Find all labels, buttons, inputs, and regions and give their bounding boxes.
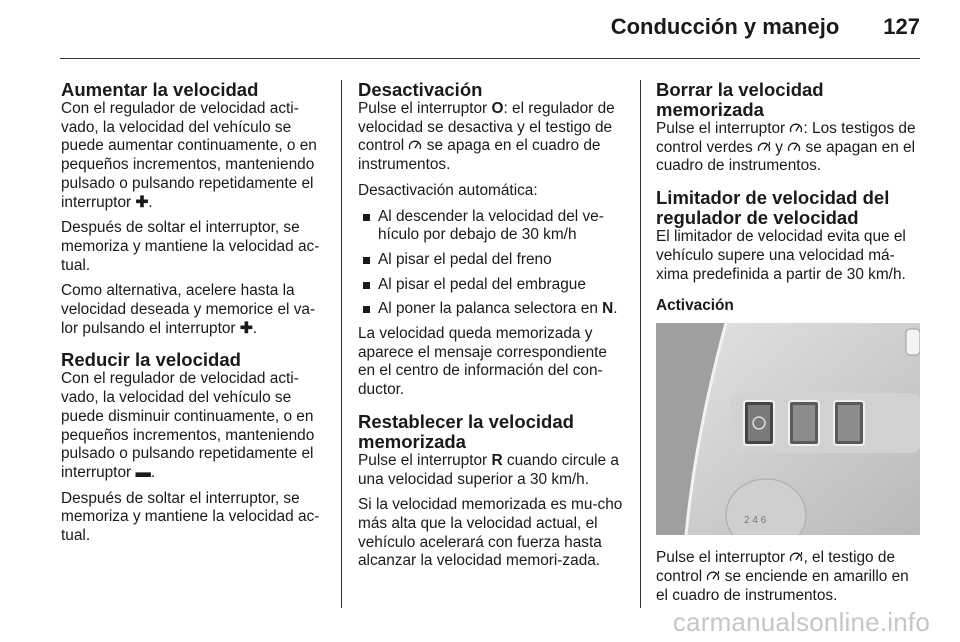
page-number: 127 [883,14,920,39]
plus-symbol-icon: ✚ [239,319,253,337]
watermark: carmanualsonline.info [672,607,930,637]
paragraph-activacion: Pulse el interruptor , el testigo de control se enciende en amarillo en el cuadro de instrumentos. [656,549,909,604]
cruise-control-icon [408,139,422,151]
paragraph-borrar: Pulse el interruptor : Los testigos de control verdes y se apagan en el cuadro de instrumentos. [656,120,916,175]
paragraph-reducir-1: Con el regulador de velocidad acti-vado, la velocidad del vehículo se puede disminuir continuamente, o en pequeños incrementos, manteniendo pulsado o pulsando repetidamente el interruptor ▬. [61,370,315,481]
list-item: Al pisar el pedal del embrague [358,276,626,295]
plus-symbol-icon: ✚ [135,193,149,211]
paragraph-aumentar-1: Con el regulador de velocidad acti-vado, la velocidad del vehículo se puede aumentar continuamente, o en pequeños incrementos, manteniendo pulsado o pulsando repetidamente el interruptor ✚. [61,100,317,211]
switch-panel-photo [656,323,920,535]
circle-symbol-icon: O [491,100,504,117]
cruise-control-icon [787,141,801,153]
heading-aumentar: Aumentar la velocidad [61,79,259,100]
column-2 [358,80,626,578]
paragraph-desactivacion-3: La velocidad queda memorizada y aparece el mensaje correspondiente en el centro de información del con-ductor. [358,325,607,399]
heading-borrar: Borrar la velocidad memorizada [656,79,824,120]
paragraph-aumentar-3: Como alternativa, acelere hasta la velocidad deseada y memorice el va-lor pulsando el interruptor ✚. [61,282,316,337]
column-divider-2 [640,80,641,608]
gear-labels: 2 4 6 [744,515,767,527]
heading-restablecer: Restablecer la velocidad memorizada [358,410,574,452]
cruise-control-icon [789,122,803,134]
cruise-control-active-icon [757,141,771,153]
minus-symbol-icon: ▬ [135,463,151,481]
paragraph-desactivacion-2: Desactivación automática: [358,181,538,199]
heading-activacion: Activación [656,297,734,315]
column-divider-1 [341,80,342,608]
paragraph-limitador: El limitador de velocidad evita que el vehículo supere una velocidad má-xima predefinida a partir de 30 km/h. [656,228,906,283]
column-1 [61,80,331,553]
paragraph-reducir-2: Después de soltar el interruptor, se memoriza y mantiene la velocidad ac-tual. [61,489,320,545]
paragraph-restablecer-2: Si la velocidad memorizada es mu-cho más alta que la velocidad actual, el vehículo acelerará con fuerza hasta alcanzar la velocidad memori-zada. [358,496,623,570]
list-item: Al pisar el pedal del freno [358,251,626,270]
header-rule [60,58,920,59]
paragraph-desactivacion-1: Pulse el interruptor O: el regulador de velocidad se desactiva y el testigo de control se apaga en el cuadro de instrumentos. [358,100,615,174]
heading-limitador: Limitador de velocidad del regulador de velocidad [656,187,890,229]
list-item: Al descender la velocidad del ve-hículo por debajo de 30 km/h [358,208,626,245]
heading-reducir: Reducir la velocidad [61,349,241,371]
cruise-control-active-icon [706,570,720,582]
heading-desactivacion: Desactivación [358,79,483,100]
auto-deactivation-list [358,208,626,320]
page-header [611,14,920,40]
paragraph-aumentar-2: Después de soltar el interruptor, se memoriza y mantiene la velocidad ac-tual. [61,219,320,274]
paragraph-restablecer-1: Pulse el interruptor R cuando circule a una velocidad superior a 30 km/h. [358,451,619,488]
cruise-control-active-icon [789,551,803,563]
list-item: Al poner la palanca selectora en N. [358,300,626,319]
column-3 [656,80,924,612]
page-title: Conducción y manejo [610,14,840,39]
